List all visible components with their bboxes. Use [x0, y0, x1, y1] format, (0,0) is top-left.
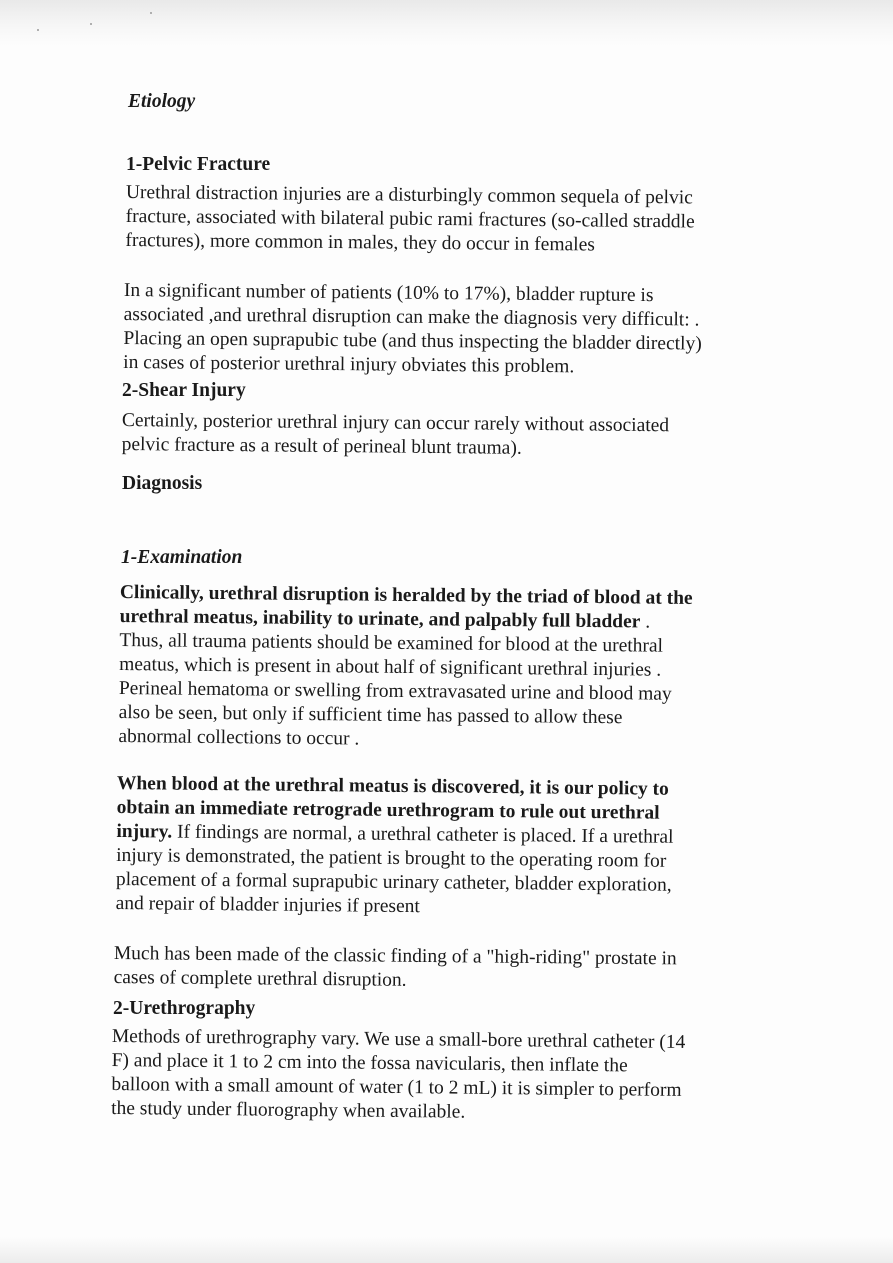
text-line: and repair of bladder injuries if present: [115, 892, 421, 918]
text-line: meatus, which is present in about half of significant urethral injuries .: [119, 653, 662, 681]
prostate-paragraph: [114, 942, 677, 995]
text-line: fractures), more common in males, they do occur in females: [125, 229, 595, 256]
scan-top-shadow: [0, 0, 893, 46]
shear-injury-heading: 2-Shear Injury: [122, 380, 246, 401]
text-line: Thus, all trauma patients should be examined for blood at the urethral: [119, 629, 664, 657]
text-line: Certainly, posterior urethral injury can occur rarely without associated: [121, 409, 670, 437]
pelvic-fracture-paragraph-2: [123, 279, 702, 381]
text-line-bold: Clinically, urethral disruption is heralded by the triad of blood at the: [119, 581, 693, 609]
examination-paragraph: [118, 581, 693, 755]
shear-injury-paragraph: [122, 409, 670, 462]
text-line: Much has been made of the classic finding of a "high-riding" prostate in: [113, 942, 677, 970]
text-line: balloon with a small amount of water (1 to 2 mL) it is simpler to perform: [111, 1073, 682, 1101]
text-line: In a significant number of patients (10% to 17%), bladder rupture is: [123, 279, 654, 307]
policy-paragraph: [115, 772, 674, 922]
text-line: pelvic fracture as a result of perineal blunt trauma).: [121, 433, 522, 459]
text-run: .: [640, 611, 651, 633]
etiology-heading: Etiology: [128, 91, 196, 112]
text-run-bold: injury.: [116, 820, 173, 843]
text-line: placement of a formal suprapubic urinary catheter, bladder exploration,: [115, 868, 672, 896]
urethrography-heading: 2-Urethrography: [113, 998, 256, 1019]
text-line: Methods of urethrography vary. We use a small-bore urethral catheter (14: [111, 1026, 686, 1054]
scan-speck: [90, 23, 92, 25]
text-line: the study under fluorography when available.: [111, 1097, 466, 1123]
text-line: also be seen, but only if sufficient time has passed to allow these: [118, 701, 623, 729]
text-line: cases of complete urethral disruption.: [113, 966, 407, 991]
urethrography-paragraph: [111, 1025, 685, 1127]
text-line: Perineal hematoma or swelling from extravasated urine and blood may: [118, 677, 672, 705]
scan-speck: [150, 12, 152, 14]
text-line: F) and place it 1 to 2 cm into the fossa navicularis, then inflate the: [111, 1049, 628, 1077]
text-line: Placing an open suprapubic tube (and thus inspecting the bladder directly): [123, 327, 702, 355]
text-run: If findings are normal, a urethral catheter is placed. If a urethral: [172, 821, 674, 848]
examination-heading: 1-Examination: [121, 547, 243, 568]
text-run-bold: urethral meatus, inability to urinate, and palpably full bladder: [119, 605, 641, 633]
text-line: in cases of posterior urethral injury obviates this problem.: [123, 351, 575, 378]
pelvic-fracture-paragraph-1: [125, 181, 695, 258]
text-line: abnormal collections to occur .: [118, 725, 360, 750]
text-line: injury is demonstrated, the patient is brought to the operating room for: [116, 844, 667, 872]
diagnosis-heading: Diagnosis: [122, 473, 203, 494]
text-line: Urethral distraction injuries are a disturbingly common sequela of pelvic: [125, 181, 693, 209]
text-line-bold: When blood at the urethral meatus is discovered, it is our policy to: [116, 772, 669, 800]
text-line: associated ,and urethral disruption can make the diagnosis very difficult: .: [123, 303, 700, 331]
text-line: fracture, associated with bilateral pubic rami fractures (so-called straddle: [125, 205, 695, 233]
pelvic-fracture-heading: 1-Pelvic Fracture: [126, 154, 271, 175]
text-line-bold: obtain an immediate retrograde urethrogram to rule out urethral: [116, 796, 660, 824]
scan-bottom-shadow: [0, 1237, 893, 1263]
scan-speck: [37, 29, 39, 31]
